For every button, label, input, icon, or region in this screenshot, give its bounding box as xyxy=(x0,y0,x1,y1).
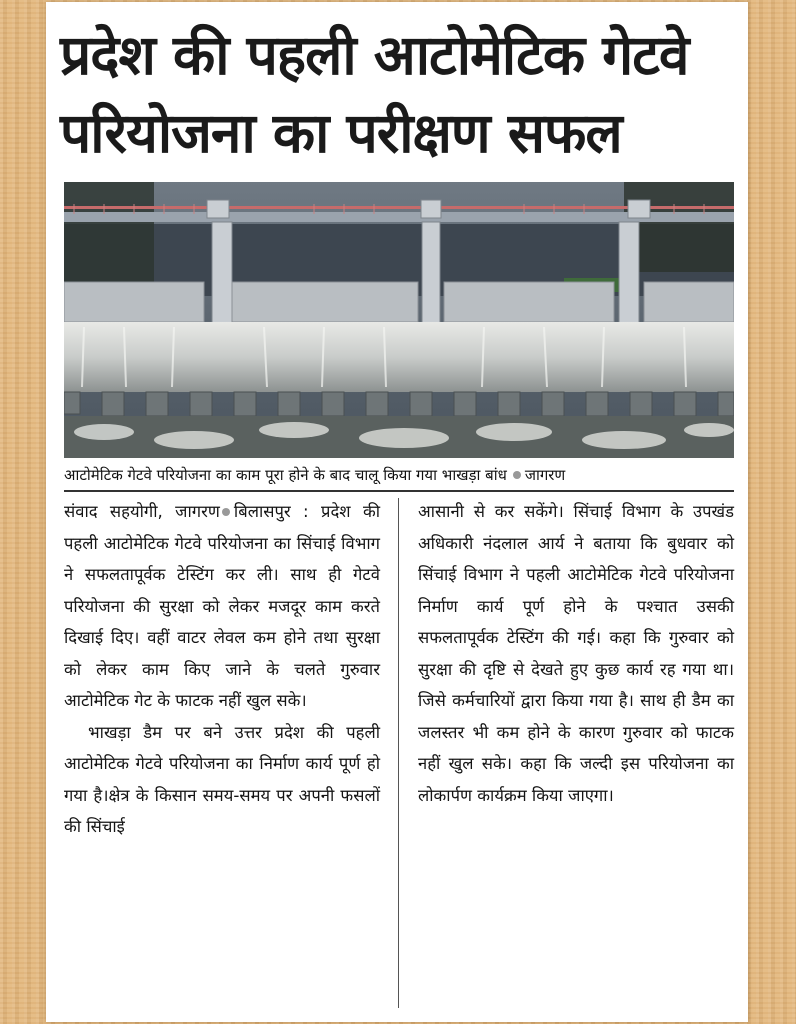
dam-photo xyxy=(64,182,734,458)
headline-line-1: प्रदेश की पहली आटोमेटिक गेटवे xyxy=(60,23,689,87)
byline-place: बिलासपुर : xyxy=(233,502,309,521)
paragraph-3: आसानी से कर सकेंगे। सिंचाई विभाग के उपखंड अधिकारी नंदलाल आर्य ने बताया कि बुधवार को सिंचाई विभाग ने पहली आटोमेटिक गेटवे परियोजना निर्माण कार्य पूर्ण होने के पश्चात उसकी सफलतापूर्वक टेस्टिंग की गई। कहा कि गुरुवार को सुरक्षा की दृष्टि से देखते हुए कुछ कार्य रह गया था। जिसे कर्मचारियों द्वारा किया गया है। साथ ही डैम का जलस्तर भी कम होने के कारण गुरुवार को फाटक नहीं खुल सके। कहा कि जल्दी इस परियोजना का लोकार्पण कार्यक्रम किया जाएगा। xyxy=(418,502,734,805)
byline-source: संवाद सहयोगी, जागरण xyxy=(64,502,220,521)
caption-credit: जागरण xyxy=(524,466,566,484)
paragraph-1-text: प्रदेश की पहली आटोमेटिक गेटवे परियोजना का सिंचाई विभाग ने सफलतापूर्वक टेस्टिंग कर ली। साथ ही गेटवे परियोजना की सुरक्षा को लेकर मजदूर काम करते दिखाई दिए। वहीं वाटर लेवल कम होने तथा सुरक्षा को लेकर काम किए जाने के चलते गुरुवार आटोमेटिक गेट के फाटक नहीं खुल सके। xyxy=(64,502,381,710)
bullet-dot-icon xyxy=(513,471,521,479)
headline-line-2: परियोजना का परीक्षण सफल xyxy=(60,101,622,165)
photo-caption xyxy=(64,460,734,492)
newspaper-clipping xyxy=(46,2,748,1022)
article-column-right xyxy=(418,496,734,811)
article-column-left xyxy=(64,496,380,843)
headline xyxy=(60,16,740,172)
paragraph-1 xyxy=(64,496,380,717)
caption-text: आटोमेटिक गेटवे परियोजना का काम पूरा होने के बाद चालू किया गया भाखड़ा बांध xyxy=(64,466,507,484)
column-divider xyxy=(398,498,399,1008)
paragraph-2: भाखड़ा डैम पर बने उत्तर प्रदेश की पहली आटोमेटिक गेटवे परियोजना का निर्माण कार्य पूर्ण हो गया है।क्षेत्र के किसान समय-समय पर अपनी फसलों की सिंचाई xyxy=(64,722,380,836)
bullet-dot-icon xyxy=(222,508,230,516)
